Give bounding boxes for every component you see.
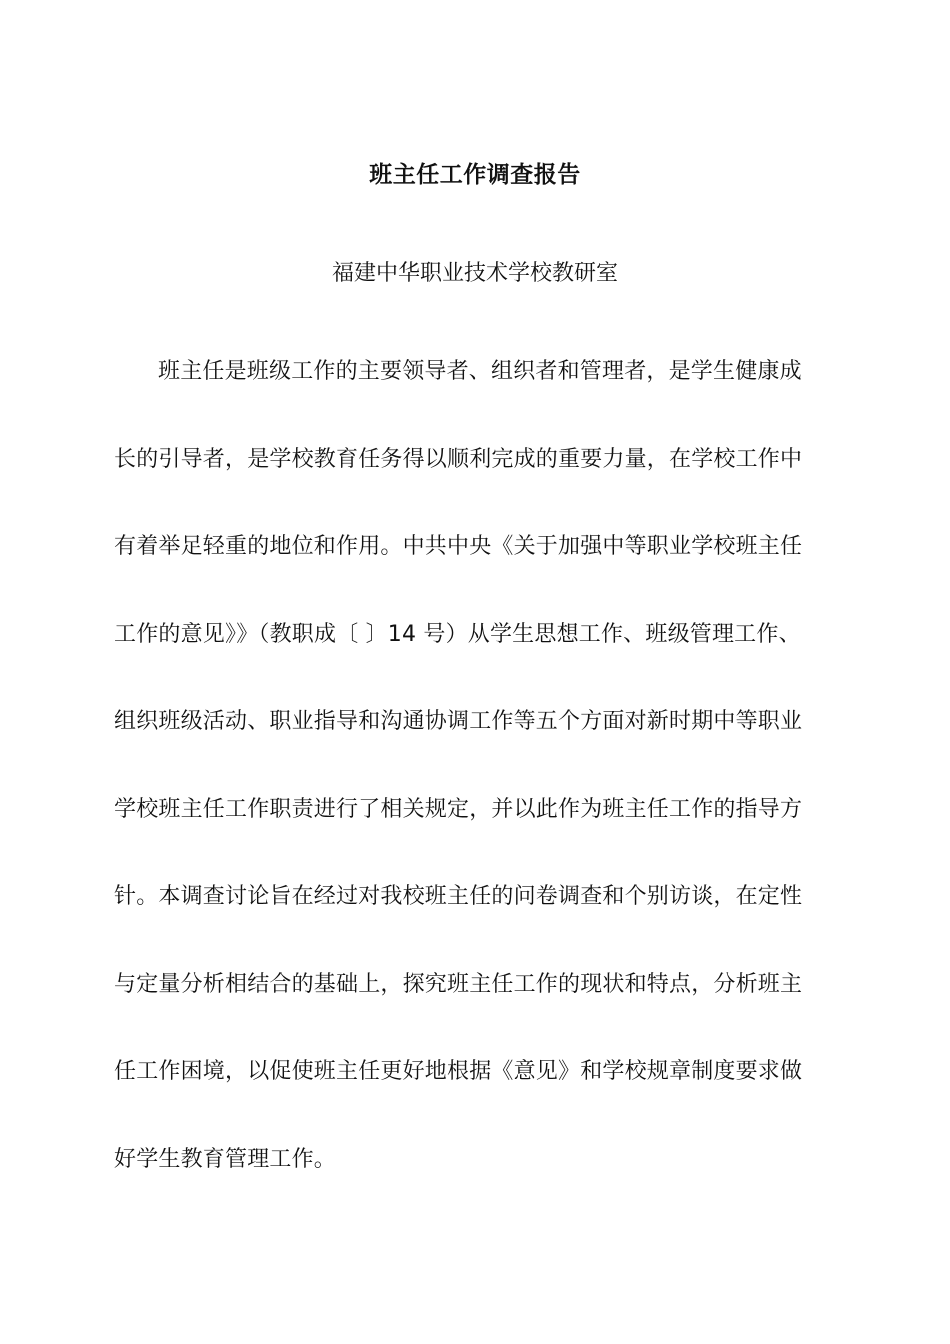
- paragraph-line: 与定量分析相结合的基础上，探究班主任工作的现状和特点，分析班主: [114, 971, 803, 997]
- body-paragraph: [114, 353, 844, 1228]
- paragraph-line: 班主任是班级工作的主要领导者、组织者和管理者，是学生健康成: [158, 359, 802, 384]
- paragraph-line: 工作的意见》》（教职成〔 〕14 号）从学生思想工作、班级管理工作、: [114, 621, 801, 647]
- paragraph-line: 针。本调查讨论旨在经过对我校班主任的问卷调查和个别访谈，在定性: [114, 884, 803, 909]
- paragraph-line: 任工作困境，以促使班主任更好地根据《意见》和学校规章制度要求做: [114, 1059, 803, 1084]
- document-author: 福建中华职业技术学校教研室: [331, 261, 618, 286]
- paragraph-line: 学校班主任工作职责进行了相关规定，并以此作为班主任工作的指导方: [114, 796, 803, 822]
- paragraph-line: 长的引导者，是学校教育任务得以顺利完成的重要力量，在学校工作中: [114, 446, 803, 472]
- paragraph-line: 好学生教育管理工作。: [114, 1146, 337, 1172]
- document-title: 班主任工作调查报告: [369, 162, 581, 188]
- paragraph-line: 组织班级活动、职业指导和沟通协调工作等五个方面对新时期中等职业: [114, 709, 803, 734]
- paragraph-line: 有着举足轻重的地位和作用。中共中央《关于加强中等职业学校班主任: [114, 534, 803, 559]
